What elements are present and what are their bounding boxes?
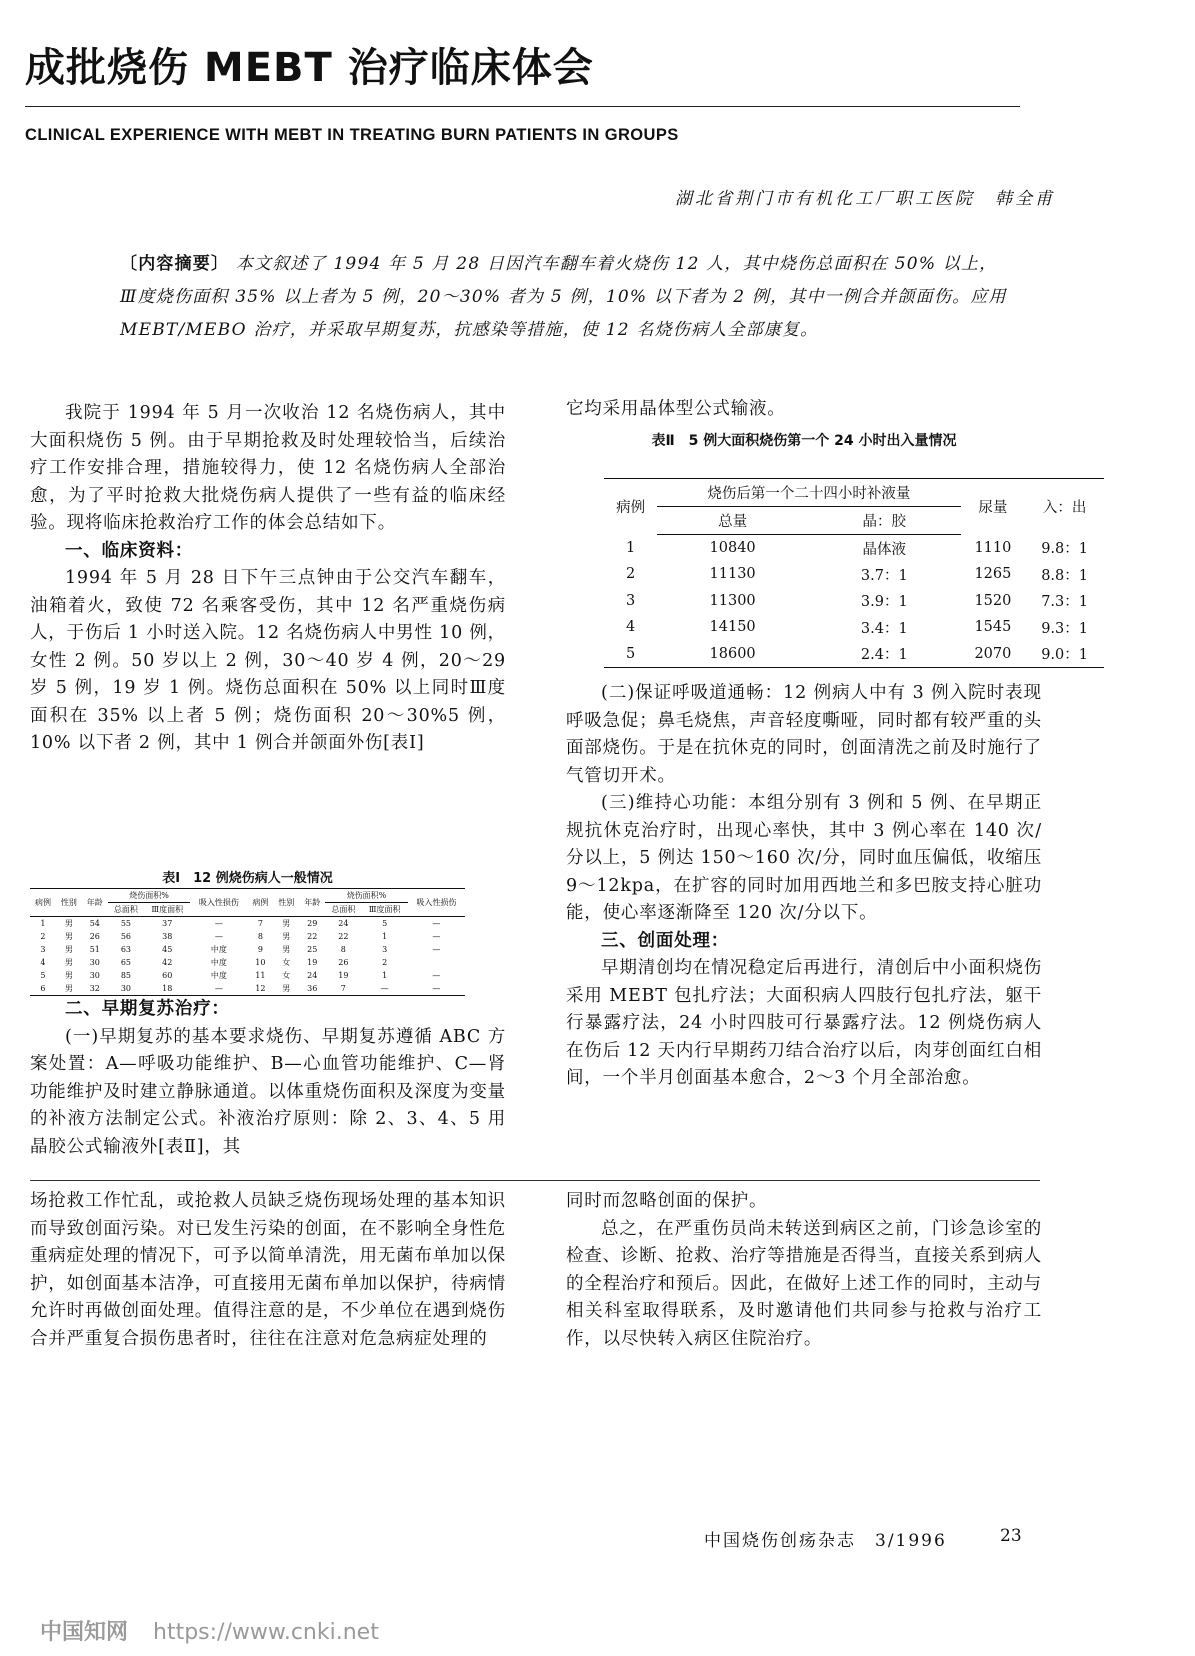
table-cell: 26 [338, 958, 349, 967]
table-cell: 1520 [974, 592, 1012, 609]
table-cell: — [432, 919, 441, 928]
table-cell: 7 [257, 919, 263, 928]
page-title: 成批烧伤 MEBT 治疗临床体会 [25, 45, 594, 91]
table-cell: — [361, 982, 407, 996]
section-heading-1: 一、临床资料： [65, 540, 194, 561]
table-cell: — [432, 945, 441, 954]
table-cell: 36 [299, 982, 325, 996]
section-heading-3: 三、创面处理： [601, 930, 730, 951]
table-cell: 男 [64, 958, 73, 967]
table-row [604, 535, 1104, 562]
footer-journal: 中国烧伤创疡杂志 3/1996 [704, 1531, 947, 1551]
table-cell: 30 [89, 958, 100, 967]
t1-h-inh: 吸入性损伤 [190, 889, 247, 917]
table-cell: 3 [625, 592, 636, 609]
table-cell: 9.3：1 [1041, 620, 1088, 637]
t2-h-io: 入：出 [1025, 479, 1104, 535]
table-cell: 男 [56, 982, 82, 996]
conclusion-paragraph: 总之，在严重伤员尚未转送到病区之前，门诊急诊室的检查、诊断、抢救、治疗等措施是否得当，直接关系到病人的全程治疗和预后。因此，在做好上述工作的同时，主动与相关科室取得联系，及时邀请他们共同参与抢救与治疗工作，以尽快转入病区住院治疗。 [566, 1218, 1042, 1349]
table-cell: 中度 [210, 945, 227, 954]
table-cell: 11130 [709, 566, 756, 583]
table-cell: 女 [282, 958, 291, 967]
section-divider [30, 1180, 1040, 1181]
table-cell [408, 956, 465, 969]
table-cell: 男 [64, 971, 73, 980]
cnki-logo: 中国知网 [40, 1620, 129, 1645]
table-cell: 1545 [974, 619, 1012, 636]
english-title: CLINICAL EXPERIENCE WITH MEBT IN TREATING BURN PATIENTS IN GROUPS [25, 126, 679, 144]
clinical-data-paragraph: 1994 年 5 月 28 日下午三点钟由于公交汽车翻车，油箱着火，致使 72 名乘客受伤，其中 12 名严重烧伤病人，于伤后 1 小时送入院。12 名烧伤病人中男性 10 例，女性 2 例。50 岁以上 2 例，30～40 岁 4 例，20～29 岁 5 例，19 岁 1 例。烧伤总面积在 50% 以上同时Ⅲ度面积在 35% 以上者 5 例；烧伤面积 20～30%5 例，10% 以下者 2 例，其中 1 例合并颌面外伤[表Ⅰ] [30, 568, 506, 753]
right-column-top [566, 396, 1042, 424]
t1-h-case-2: 病例 [247, 889, 273, 917]
table-cell: 85 [120, 971, 131, 980]
table-cell: 1265 [974, 566, 1012, 583]
table-cell: 24 [307, 971, 318, 980]
abstract-label: 〔内容摘要〕 [120, 254, 230, 274]
t1-h-inh-2: 吸入性损伤 [408, 889, 465, 917]
table-cell: 18600 [657, 641, 808, 668]
infusion-sentence: 它均采用晶体型公式输液。 [566, 399, 786, 419]
table-cell: 男 [282, 932, 291, 941]
cnki-url[interactable]: https://www.cnki.net [153, 1620, 379, 1645]
resuscitation-paragraph: (一)早期复苏的基本要求烧伤、早期复苏遵循 ABC 方案处置：A—呼吸功能维护、B—心血管功能维护、C—肾功能维护及时建立静脉通道。以体重烧伤面积及深度为变量的补液方法制定公式。补液治疗原则：除 2、3、4、5 用晶胶公式输液外[表Ⅱ]，其 [30, 1026, 506, 1157]
table-row [30, 930, 465, 943]
table-cell: 中度 [210, 971, 227, 980]
cardiac-paragraph: (三)维持心功能：本组分别有 3 例和 5 例、在早期正规抗休克治疗时，出现心率快，其中 3 例心率在 140 次/分以上，5 例达 150～160 次/分，同时血压偏低，收缩压 9～12kpa，在扩容的同时加用西地兰和多巴胺支持心脏功能，使心率逐渐降至 120 次/分以下。 [566, 793, 1042, 923]
table-cell: 30 [108, 982, 144, 996]
table-cell: 9.8：1 [1041, 541, 1088, 558]
table-row [30, 969, 465, 982]
table-cell: 37 [162, 919, 173, 928]
table-row [30, 917, 465, 931]
table-cell: 10 [255, 958, 266, 967]
table-cell: 3.7：1 [860, 567, 908, 584]
t1-h-total: 总面积 [108, 903, 144, 917]
table-cell: 10840 [709, 540, 756, 556]
table-cell: 65 [120, 958, 131, 967]
table-cell: 男 [282, 945, 291, 954]
table2 [604, 478, 1104, 668]
table-cell: 5 [604, 641, 657, 668]
t1-h-total-2: 总面积 [325, 903, 361, 917]
bottom-left-paragraph: 场抢救工作忙乱，或抢救人员缺乏烧伤现场处理的基本知识而导致创面污染。对已发生污染的创面，在不影响全身性危重病症处理的情况下，可予以简单清洗，用无菌布单加以保护，如创面基本洁净，可直接用无菌布单加以保护，待病情允许时再做创面处理。值得注意的是，不少单位在遇到烧伤合并严重复合损伤患者时，往往在注意对危急病症处理的 [30, 1191, 506, 1349]
abstract-text: 本文叙述了 1994 年 5 月 28 日因汽车翻车着火烧伤 12 人，其中烧伤总面积在 50% 以上，Ⅲ度烧伤面积 35% 以上者为 5 例，20～30% 者为 5 例，10% 以下者为 2 例，其中一例合并颌面伤。应用 MEBT/MEBO 治疗，并采取早期复苏，抗感染等措施，使 12 名烧伤病人全部康复。 [120, 254, 1007, 340]
table-cell: 45 [162, 945, 173, 954]
table-cell: — [190, 982, 247, 996]
table-cell: 2070 [961, 641, 1026, 668]
table-row [604, 588, 1104, 615]
table-cell: 2 [625, 566, 636, 583]
table-cell: 中度 [210, 958, 227, 967]
table-cell: 9 [257, 945, 263, 954]
table-row [30, 943, 465, 956]
airway-paragraph: (二)保证呼吸道通畅：12 例病人中有 3 例入院时表现呼吸急促；鼻毛烧焦，声音轻度嘶哑，同时都有较严重的头面部烧伤。于是在抗休克的同时，创面清洗之前及时施行了气管切开术。 [566, 683, 1042, 786]
table-cell: 男 [64, 919, 73, 928]
table-cell: 男 [282, 919, 291, 928]
table-cell: 1110 [974, 539, 1012, 556]
table-cell: 56 [120, 932, 131, 941]
t1-h-age-2: 年龄 [299, 889, 325, 917]
table-cell: 3.9：1 [860, 594, 908, 611]
t2-h-group: 烧伤后第一个二十四小时补液量 [657, 479, 960, 507]
table-cell: 4 [40, 958, 46, 967]
t1-h-sex: 性别 [56, 889, 82, 917]
table-cell: 9.0：1 [1025, 641, 1104, 668]
t1-h-sex-2: 性别 [273, 889, 299, 917]
table-cell: 8.8：1 [1041, 567, 1088, 584]
t1-h-area: 烧伤面积% [108, 889, 191, 903]
t1-h-deep-2: Ⅲ度面积 [361, 903, 407, 917]
table-cell: 3.4：1 [860, 620, 908, 637]
left-column-upper [30, 400, 506, 758]
table-row [604, 561, 1104, 588]
section-heading-2: 二、早期复苏治疗： [65, 999, 230, 1019]
table2-caption: 表Ⅱ 5 例大面积烧伤第一个 24 小时出入量情况 [651, 433, 957, 449]
t1-h-age: 年龄 [82, 889, 108, 917]
table-cell: 18 [144, 982, 190, 996]
table-cell: 25 [307, 945, 318, 954]
table-cell: 8 [340, 945, 346, 954]
table-cell: — [214, 932, 223, 941]
table-cell: 2 [40, 932, 46, 941]
table-cell: 11 [255, 971, 266, 980]
table-cell: 女 [282, 971, 291, 980]
abstract [120, 248, 1010, 347]
t1-h-deep: Ⅲ度面积 [144, 903, 190, 917]
left-column-lower [30, 996, 506, 1161]
t2-h-urine: 尿量 [961, 479, 1026, 535]
t2-h-ratio: 晶：胶 [808, 507, 961, 535]
table-cell: — [432, 971, 441, 980]
t2-h-total: 总量 [657, 507, 808, 535]
table-cell: 7.3：1 [1041, 594, 1088, 611]
bottom-left-column [30, 1188, 506, 1353]
bottom-right-column [566, 1188, 1042, 1353]
table-cell: 1 [382, 971, 388, 980]
table-row [604, 641, 1104, 668]
intro-paragraph: 我院于 1994 年 5 月一次收治 12 名烧伤病人，其中大面积烧伤 5 例。由于早期抢救及时处理较恰当，后续治疗工作安排合理，措施较得力，使 12 名烧伤病人全部治愈，为了平时抢救大批烧伤病人提供了一些有益的临床经验。现将临床抢救治疗工作的体会总结如下。 [30, 403, 506, 533]
table-cell: 1 [40, 919, 46, 928]
table-cell: 1 [625, 539, 636, 556]
table-cell: 11300 [709, 592, 756, 609]
footer-page-number: 23 [1000, 1526, 1022, 1546]
table-cell: 32 [82, 982, 108, 996]
table-cell: 24 [338, 919, 349, 928]
table-cell: 29 [307, 919, 318, 928]
table-cell: 5 [40, 971, 46, 980]
table-row [30, 982, 465, 996]
table-cell: 26 [89, 932, 100, 941]
table-cell: 6 [30, 982, 56, 996]
table1-caption: 表Ⅰ 12 例烧伤病人一般情况 [162, 871, 333, 886]
table-cell: 54 [89, 919, 100, 928]
table-cell: 男 [64, 945, 73, 954]
table-cell: 19 [338, 971, 349, 980]
table-cell: 63 [120, 945, 131, 954]
table1 [30, 888, 465, 996]
table-cell: 51 [89, 945, 100, 954]
table-cell: — [432, 932, 441, 941]
table-cell: 男 [64, 932, 73, 941]
table-cell: 4 [625, 619, 636, 636]
table-cell: 22 [338, 932, 349, 941]
title-rule [25, 106, 1020, 107]
t1-h-case: 病例 [30, 889, 56, 917]
table-cell: 2 [382, 958, 388, 967]
table-cell: — [408, 982, 465, 996]
bottom-right-sentence: 同时而忽略创面的保护。 [566, 1191, 768, 1211]
table-cell: 8 [257, 932, 263, 941]
table-row [30, 956, 465, 969]
table-cell: 42 [162, 958, 173, 967]
t2-h-case: 病例 [604, 479, 657, 535]
table-row [604, 614, 1104, 641]
table-cell: 5 [382, 919, 388, 928]
t1-h-area-2: 烧伤面积% [325, 889, 408, 903]
table-cell: 2.4：1 [808, 641, 961, 668]
affiliation: 湖北省荆门市有机化工厂职工医院 韩全甫 [675, 189, 1055, 209]
cnki-watermark [40, 1615, 379, 1646]
table-cell: 7 [325, 982, 361, 996]
table-cell: 3 [40, 945, 46, 954]
table-cell: 30 [89, 971, 100, 980]
table-cell: 55 [120, 919, 131, 928]
table-cell: 男 [273, 982, 299, 996]
table-cell: 12 [247, 982, 273, 996]
table-cell: 19 [307, 958, 318, 967]
table-cell: 60 [162, 971, 173, 980]
wound-paragraph: 早期清创均在情况稳定后再进行，清创后中小面积烧伤采用 MEBT 包扎疗法；大面积病人四肢行包扎疗法，躯干行暴露疗法，24 小时四肢可行暴露疗法。12 例烧伤病人在伤后 12 天内行早期药刀结合治疗以后，肉芽创面红白相间，一个半月创面基本愈合，2～3 个月全部治愈。 [566, 958, 1042, 1088]
table-cell: — [214, 919, 223, 928]
table-cell: 1 [382, 932, 388, 941]
table-cell: 38 [162, 932, 173, 941]
table-cell: 3 [382, 945, 388, 954]
table-cell: 14150 [709, 619, 756, 636]
table-cell: 晶体液 [862, 541, 907, 558]
right-column-middle [566, 680, 1042, 1093]
table-cell: 22 [307, 932, 318, 941]
